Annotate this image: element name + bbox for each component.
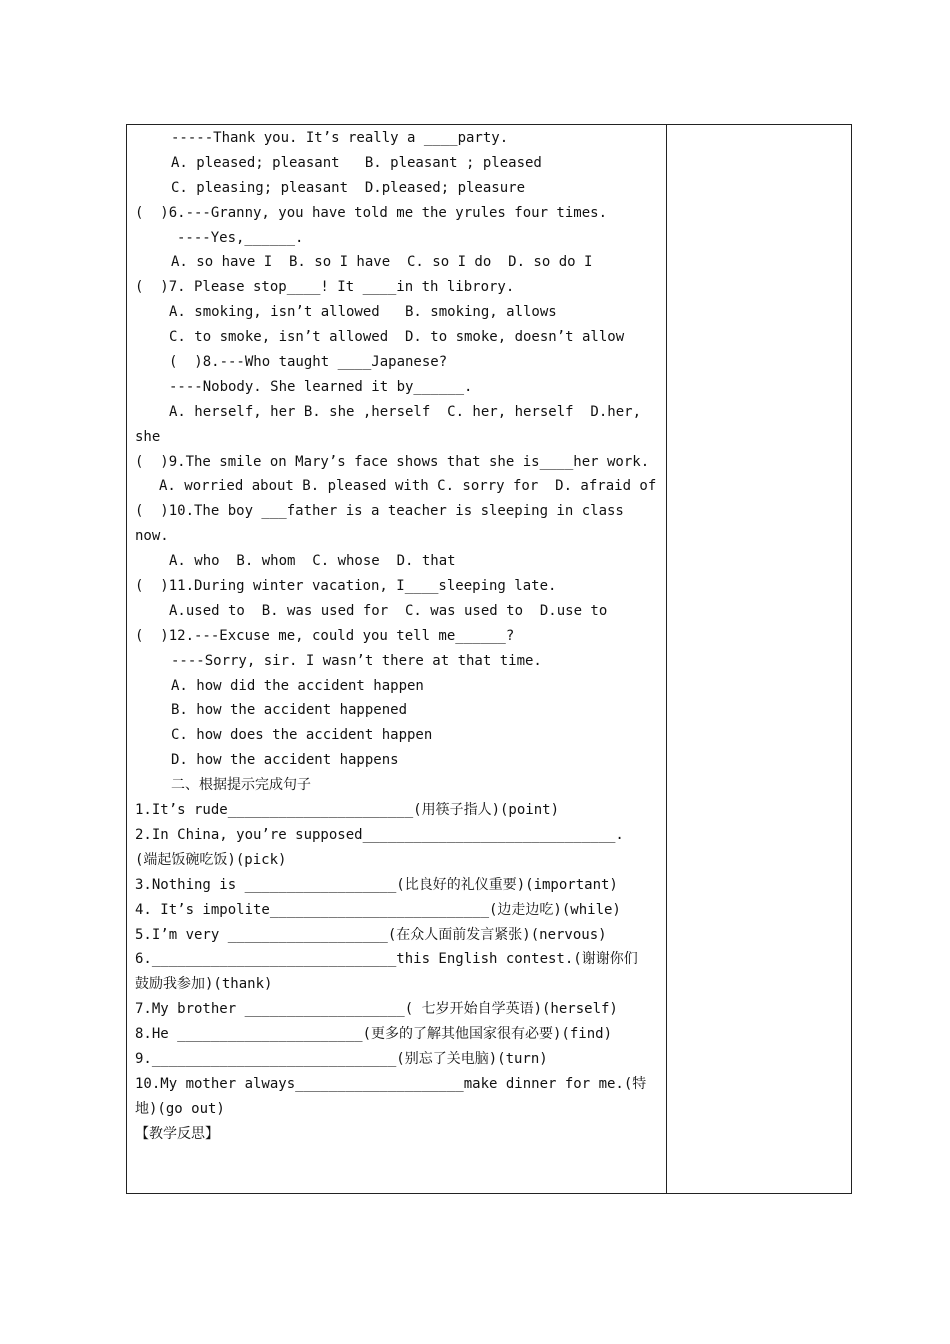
worksheet-content	[135, 126, 663, 1147]
question-12-option-b: B. how the accident happened	[171, 702, 408, 719]
question-10-options: A. who B. whom C. whose D. that	[169, 553, 456, 570]
question-7-options-ab: A. smoking, isn’t allowed B. smoking, allows	[169, 304, 557, 321]
question-12-option-d: D. how the accident happens	[171, 752, 399, 769]
sentence-8: 8.He ______________________(更多的了解其他国家很有必要)(find)	[135, 1026, 613, 1043]
question-6: ( )6.---Granny, you have told me the yrules four times.	[135, 204, 608, 221]
section-2-heading: 二、根据提示完成句子	[171, 777, 311, 794]
question-12-option-a: A. how did the accident happen	[171, 677, 424, 694]
question-5-options-cd: C. pleasing; pleasant D.pleased; pleasure	[171, 179, 526, 196]
question-5-reply: -----Thank you. It’s really a ____party.	[171, 130, 509, 146]
sentence-2-hint: (端起饭碗吃饭)(pick)	[135, 851, 287, 868]
sentence-2: 2.In China, you’re supposed______________________________.	[135, 826, 624, 843]
question-9: ( )9.The smile on Mary’s face shows that she is____her work.	[135, 453, 650, 470]
question-10: ( )10.The boy ___father is a teacher is sleeping in class	[135, 503, 624, 520]
question-11-options: A.used to B. was used for C. was used to D.use to	[169, 602, 608, 619]
question-9-options: A. worried about B. pleased with C. sorry for D. afraid of	[159, 478, 657, 495]
question-8-options-wrap: she	[135, 428, 161, 445]
sentence-3: 3.Nothing is __________________(比良好的礼仪重要)(important)	[135, 876, 618, 893]
question-12: ( )12.---Excuse me, could you tell me______?	[135, 627, 515, 644]
table-column-divider	[666, 124, 667, 1194]
sentence-10: 10.My mother always____________________make dinner for me.(特	[135, 1075, 647, 1092]
question-7: ( )7. Please stop____! It ____in th librory.	[135, 279, 515, 296]
question-8-options: A. herself, her B. she ,herself C. her, herself D.her,	[169, 403, 642, 420]
question-8: ( )8.---Who taught ____Japanese?	[169, 354, 448, 371]
sentence-1: 1.It’s rude______________________(用筷子指人)(point)	[135, 802, 560, 819]
sentence-6: 6._____________________________this English contest.(谢谢你们	[135, 951, 638, 968]
question-8-reply: ----Nobody. She learned it by______.	[169, 378, 473, 395]
question-11: ( )11.During winter vacation, I____sleeping late.	[135, 578, 557, 595]
sentence-5: 5.I’m very ___________________(在众人面前发言紧张)(nervous)	[135, 926, 607, 943]
sentence-10-hint: 地)(go out)	[135, 1100, 225, 1117]
question-7-options-cd: C. to smoke, isn’t allowed D. to smoke, doesn’t allow	[169, 329, 625, 346]
sentence-9: 9._____________________________(别忘了关电脑)(turn)	[135, 1050, 548, 1067]
question-6-options: A. so have I B. so I have C. so I do D. so do I	[171, 254, 593, 271]
teaching-reflection-heading: 【教学反思】	[135, 1125, 219, 1142]
sentence-6-hint: 鼓励我参加)(thank)	[135, 976, 273, 993]
question-12-option-c: C. how does the accident happen	[171, 727, 433, 744]
question-6-reply: ----Yes,______.	[177, 229, 304, 246]
sentence-4: 4. It’s impolite__________________________(边走边吃)(while)	[135, 901, 621, 918]
question-10-wrap: now.	[135, 528, 169, 545]
sentence-7: 7.My brother ___________________( 七岁开始自学英语)(herself)	[135, 1001, 618, 1018]
question-12-reply: ----Sorry, sir. I wasn’t there at that time.	[171, 652, 542, 669]
question-5-options-ab: A. pleased; pleasant B. pleasant ; pleased	[171, 154, 542, 171]
